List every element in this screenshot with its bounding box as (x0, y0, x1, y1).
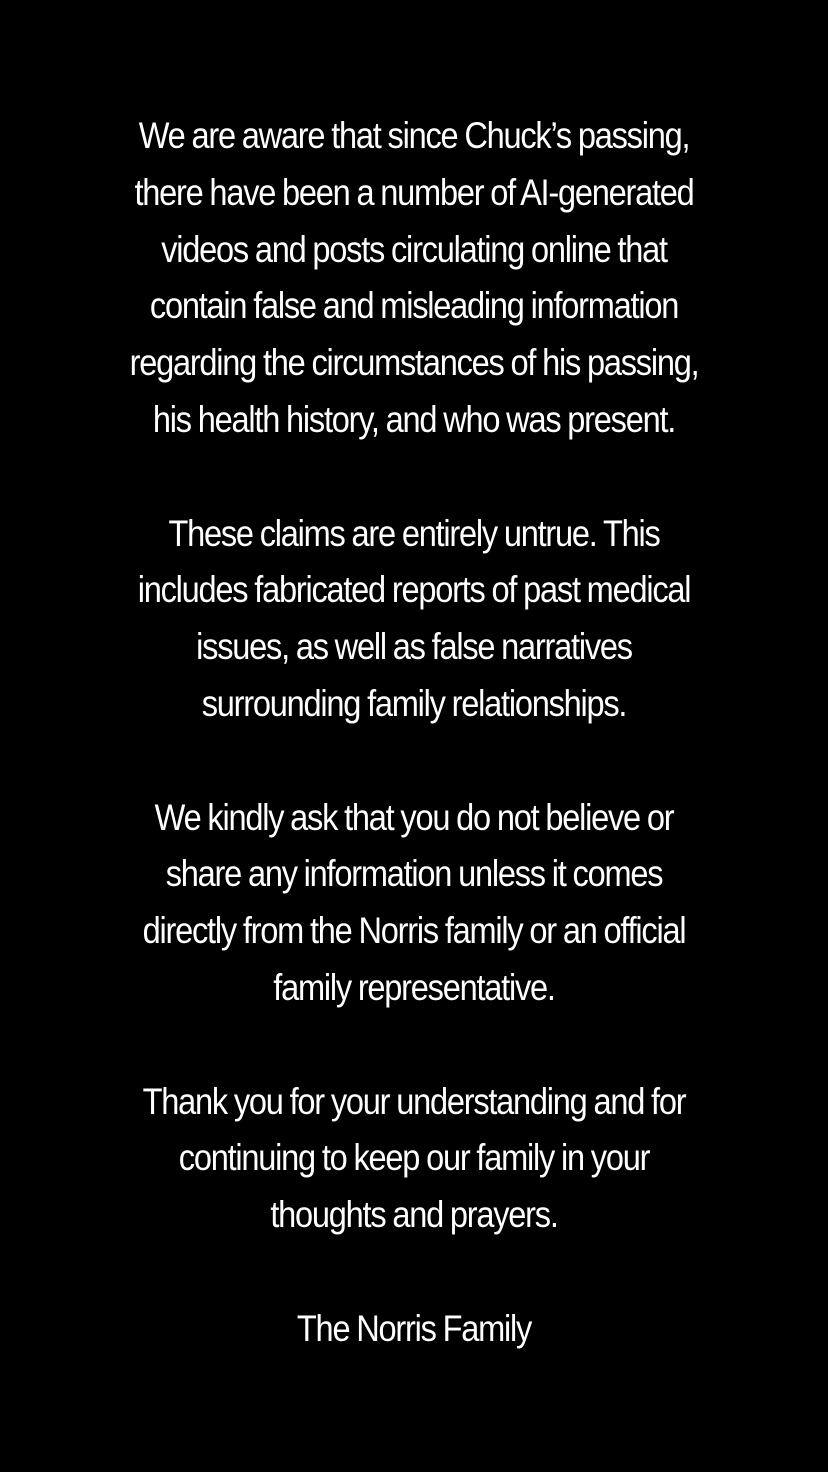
statement-line: contain false and misleading information (149, 285, 679, 327)
statement-line: continuing to keep our family in your (178, 1137, 650, 1179)
statement-line: family representative. (273, 966, 555, 1008)
paragraph-spacer (50, 449, 779, 506)
statement-line: We kindly ask that you do not believe or (154, 796, 674, 838)
statement-line: issues, as well as false narratives (196, 626, 632, 668)
statement-line: share any information unless it comes (165, 853, 663, 895)
statement-line: his health history, and who was present. (152, 398, 676, 440)
statement-line: regarding the circumstances of his passing, (129, 342, 699, 384)
statement-paragraph-1 (50, 108, 779, 449)
statement-line: These claims are entirely untrue. This (168, 512, 660, 554)
statement-line: includes fabricated reports of past medical (137, 569, 691, 611)
statement-line: directly from the Norris family or an official (142, 910, 686, 952)
statement-paragraph-4 (50, 1074, 779, 1244)
paragraph-spacer (50, 1017, 779, 1074)
family-statement (50, 0, 779, 1472)
statement-line: thoughts and prayers. (270, 1194, 558, 1236)
statement-signature: The Norris Family (296, 1307, 532, 1349)
statement-line: there have been a number of AI-generated (134, 171, 694, 213)
statement-line: videos and posts circulating online that (161, 228, 667, 270)
statement-paragraph-3 (50, 790, 779, 1017)
statement-line: We are aware that since Chuck’s passing, (138, 115, 690, 156)
statement-paragraph-2 (50, 506, 779, 733)
paragraph-spacer (50, 733, 779, 790)
statement-line: Thank you for your understanding and for (142, 1080, 686, 1122)
paragraph-spacer (50, 1244, 779, 1301)
statement-line: surrounding family relationships. (201, 682, 627, 724)
